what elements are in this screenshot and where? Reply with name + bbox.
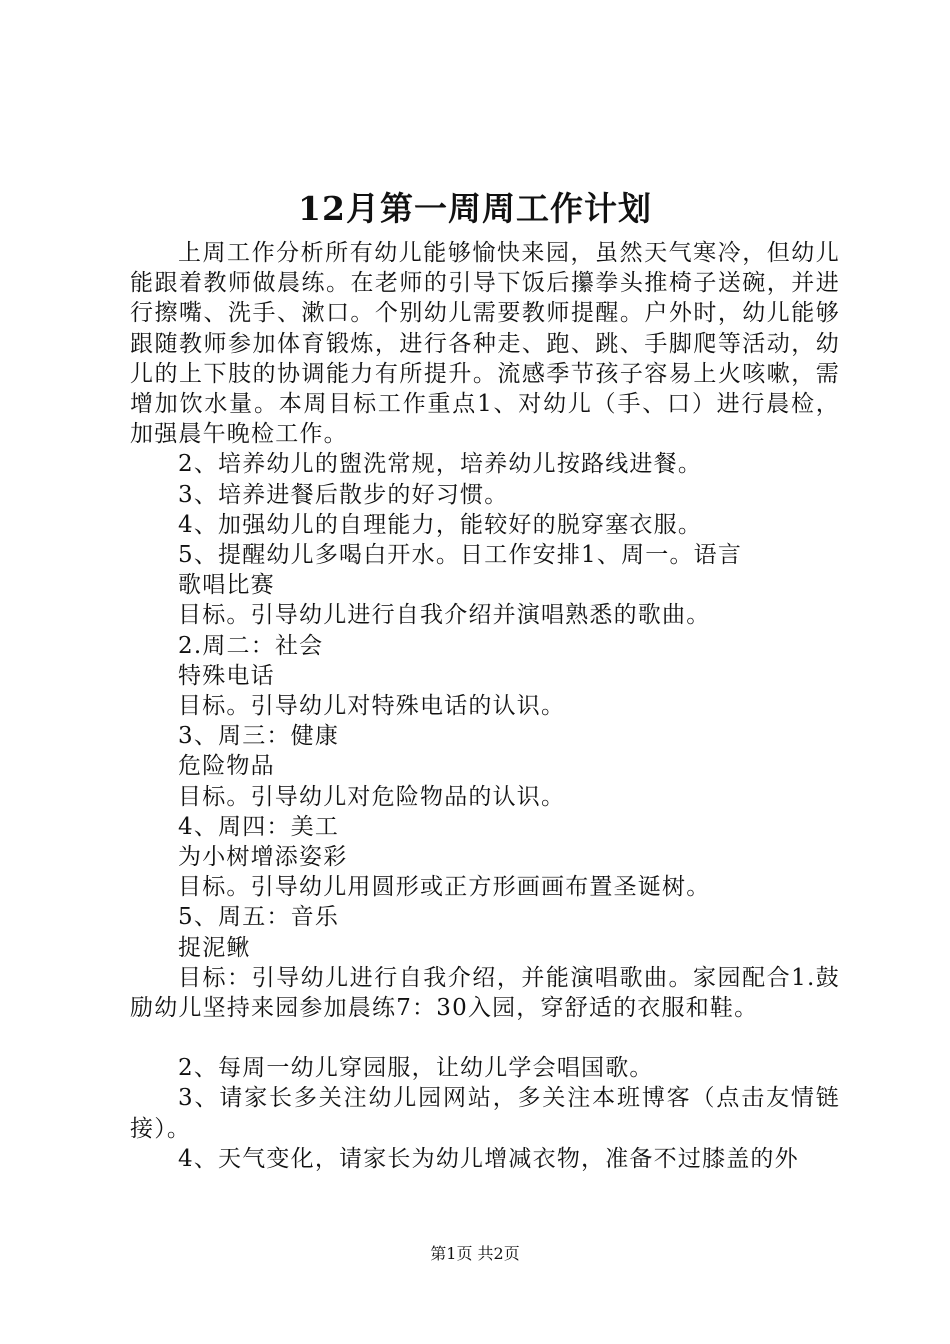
activity-friday-name: 捉泥鳅: [178, 934, 251, 961]
activity-tuesday-heading: 2.周二：社会: [178, 632, 324, 659]
activity-thursday-heading: 4、周四：美工: [178, 813, 340, 840]
activity-thursday-goal: 目标。引导幼儿用圆形或正方形画画布置圣诞树。: [178, 874, 711, 901]
activity-tuesday-goal: 目标。引导幼儿对特殊电话的认识。: [178, 693, 566, 720]
activity-wednesday-heading: 3、周三：健康: [178, 723, 340, 750]
document-body: [130, 238, 840, 1174]
activity-wednesday-goal: 目标。引导幼儿对危险物品的认识。: [178, 783, 566, 810]
paragraph-item-2: 2、培养幼儿的盥洗常规，培养幼儿按路线进餐。: [178, 451, 703, 478]
activity-monday-goal: 目标。引导幼儿进行自我介绍并演唱熟悉的歌曲。: [178, 602, 711, 629]
activity-thursday-name: 为小树增添姿彩: [178, 844, 348, 871]
paragraph-home-item-3: 3、请家长多关注幼儿园网站，多关注本班博客（点击友情链接）。: [130, 1085, 840, 1142]
paragraph-summary: 上周工作分析所有幼儿能够愉快来园，虽然天气寒冷，但幼儿能跟着教师做晨练。在老师的引导下饭后攥拳头推椅子送碗，并进行擦嘴、洗手、漱口。个别幼儿需要教师提醒。户外时，幼儿能够跟随教师参加体育锻炼，进行各种走、跑、跳、手脚爬等活动，幼儿的上下肢的协调能力有所提升。流感季节孩子容易上火咳嗽，需增加饮水量。本周目标工作重点1、对幼儿（手、口）进行晨检，加强晨午晚检工作。: [130, 240, 840, 448]
page-number-footer: 第1页 共2页: [430, 1244, 520, 1263]
activity-tuesday-name: 特殊电话: [178, 662, 275, 689]
document-title: 12月第一周周工作计划: [298, 189, 652, 228]
paragraph-home-item-4: 4、天气变化，请家长为幼儿增减衣物，准备不过膝盖的外: [178, 1145, 799, 1172]
activity-monday-name: 歌唱比赛: [178, 572, 275, 599]
paragraph-item-3: 3、培养进餐后散步的好习惯。: [178, 481, 509, 508]
paragraph-home-cooperation: 目标：引导幼儿进行自我介绍，并能演唱歌曲。家园配合1.鼓励幼儿坚持来园参加晨练7：30入园，穿舒适的衣服和鞋。: [130, 964, 840, 1022]
paragraph-item-5: 5、提醒幼儿多喝白开水。日工作安排1、周一。语言: [178, 542, 743, 569]
paragraph-item-4: 4、加强幼儿的自理能力，能较好的脱穿塞衣服。: [178, 511, 703, 538]
paragraph-home-item-2: 2、每周一幼儿穿园服，让幼儿学会唱国歌。: [178, 1055, 654, 1082]
blank-line: [130, 1023, 840, 1053]
activity-wednesday-name: 危险物品: [178, 753, 275, 780]
activity-friday-heading: 5、周五：音乐: [178, 904, 340, 931]
